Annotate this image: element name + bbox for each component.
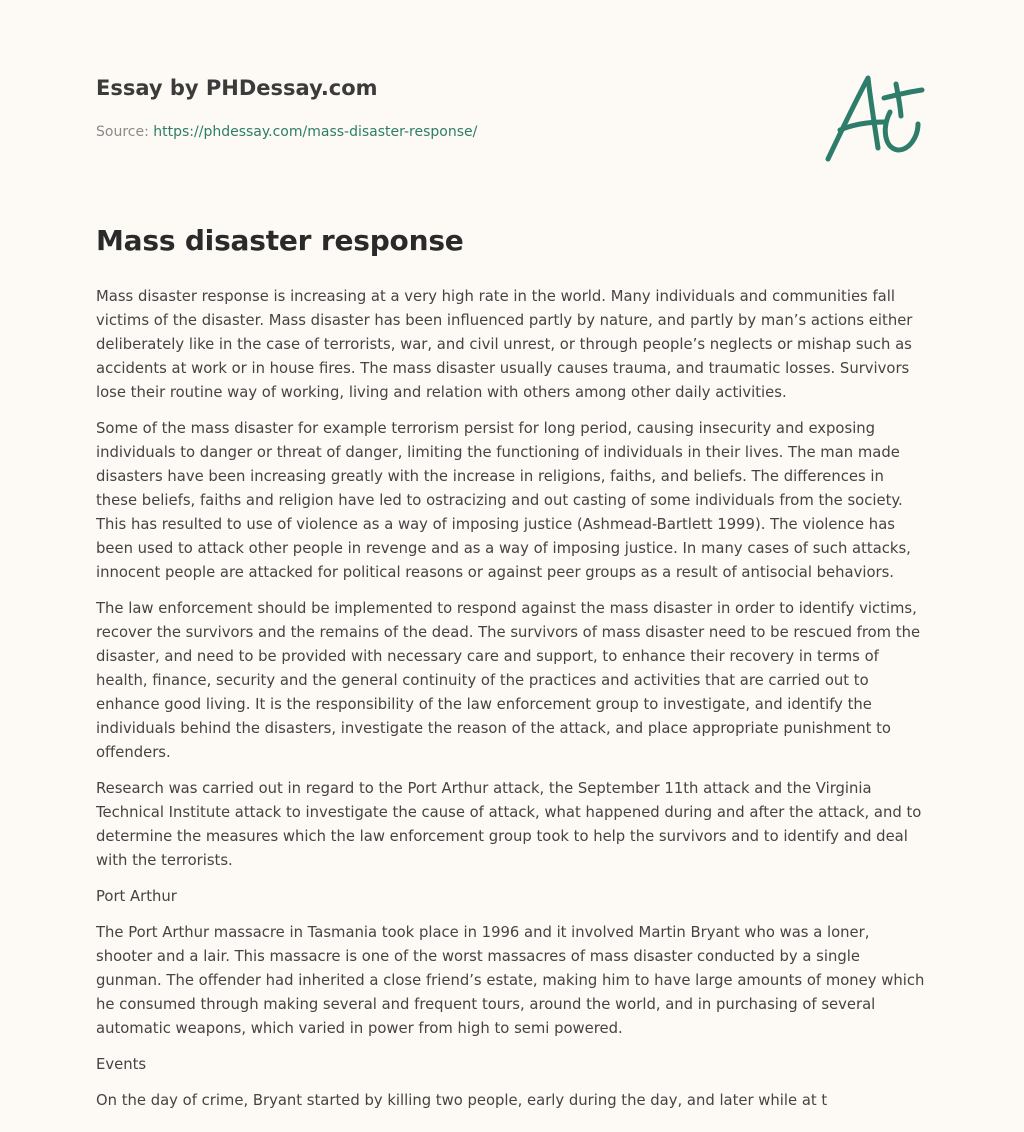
source-line [96,124,477,140]
site-brand: Essay by PHDessay.com [96,76,378,100]
essay-title: Mass disaster response [96,224,464,257]
a-plus-logo-graphic [818,64,930,166]
essay-paragraph: Research was carried out in regard to the Port Arthur attack, the September 11th attack and the Virginia Technical Institute attack to investigate the cause of attack, what happened during and after the attack, and to determine the measures which the law enforcement group took to help the survivors and to identify and deal with the terrorists. [96,780,922,869]
source-label: Source: [96,124,154,140]
essay-paragraph: Some of the mass disaster for example terrorism persist for long period, causing insecurity and exposing individuals to danger or threat of danger, limiting the functioning of individuals in their lives. The man made disasters have been increasing greatly with the increase in religions, faiths, and beliefs. The differences in these beliefs, faiths and religion have led to ostracizing and out casting of some individuals from the society. This has resulted to use of violence as a way of imposing justice (Ashmead-Bartlett 1999). The violence has been used to attack other people in revenge and as a way of imposing justice. In many cases of such attacks, innocent people are attacked for political reasons or against peer groups as a result of antisocial behaviors. [96,420,911,581]
essay-paragraph: Mass disaster response is increasing at a very high rate in the world. Many individuals and communities fall victims of the disaster. Mass disaster has been influenced partly by nature, and partly by man’s actions either deliberately like in the case of terrorists, war, and civil unrest, or through people’s neglects or mishap such as accidents at work or in house fires. The mass disaster usually causes trauma, and traumatic losses. Survivors lose their routine way of working, living and relation with others among other daily activities. [96,288,913,401]
a-plus-icon [818,64,930,166]
section-heading-port-arthur: Port Arthur [96,888,177,905]
source-link[interactable]: https://phdessay.com/mass-disaster-response/ [153,124,478,140]
section-heading-events: Events [96,1056,147,1073]
essay-paragraph: The law enforcement should be implemented to respond against the mass disaster in order to identify victims, recover the survivors and the remains of the dead. The survivors of mass disaster need to be rescued from the disaster, and need to be provided with necessary care and support, to enhance their recovery in terms of health, finance, security and the general continuity of the practices and activities that are carried out to enhance good living. It is the responsibility of the law enforcement group to investigate, and identify the individuals behind the disasters, investigate the reason of the attack, and place appropriate punishment to offenders. [96,600,921,761]
essay-paragraph-truncated: On the day of crime, Bryant started by killing two people, early during the day, and later while at t [96,1092,828,1109]
essay-paragraph: The Port Arthur massacre in Tasmania took place in 1996 and it involved Martin Bryant who was a loner, shooter and a lair. This massacre is one of the worst massacres of mass disaster conducted by a single gunman. The offender had inherited a close friend’s estate, making him to have large amounts of money which he consumed through making several and frequent tours, around the world, and in purchasing of several automatic weapons, which varied in power from high to semi powered. [96,924,925,1037]
essay-body [96,285,928,1125]
